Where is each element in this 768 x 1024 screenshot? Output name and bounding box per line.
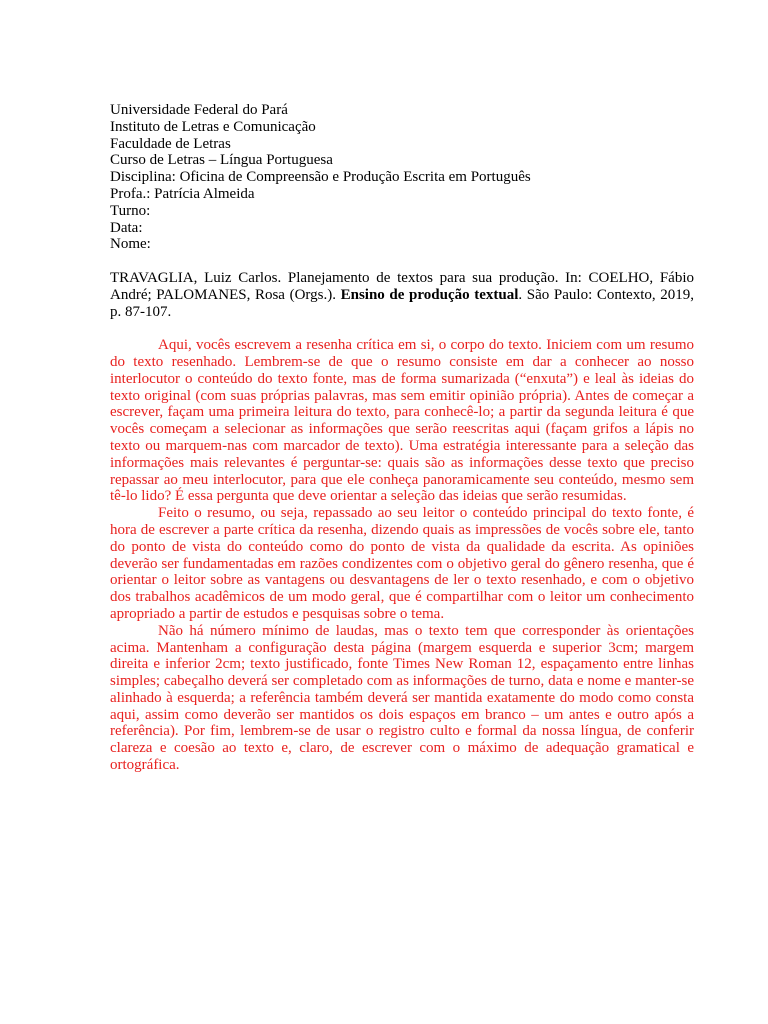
reference-title: Ensino de produção textual [340,286,519,303]
blank-line-after-reference [110,320,694,337]
paragraph-formatting-instructions: Não há número mínimo de laudas, mas o texto tem que corresponder às orientações acima. Mantenham a configuração desta página (margem esquerda e superior 3cm; margem direita e inferior 2cm; texto justificado, fonte Times New Roman 12, espaçamento entre linhas simples; cabeçalho deverá ser completado com as informações de turno, data e nome e manter-se alinhado à esquerda; a referência também deverá ser mantida exatamente do modo como consta aqui, assim como deverão ser mantidos os dois espaços em branco – um antes e outro após a referência). Por fim, lembrem-se de usar o registro culto e formal da nossa língua, de conferir clareza e coesão ao texto e, claro, de escrever com o máximo de adequação gramatical e ortográfica. [110,622,694,774]
document-page [110,102,694,774]
date-field[interactable]: Data: [110,219,143,236]
blank-line-before-reference [110,253,694,270]
bibliographic-reference [110,270,694,320]
paragraph-critique-instructions: Feito o resumo, ou seja, repassado ao seu leitor o conteúdo principal do texto fonte, é hora de escrever a parte crítica da resenha, dizendo quais as impressões de vocês sobre ele, tanto do ponto de vista do conteúdo como do ponto de vista da qualidade da escrita. As opiniões deverão ser fundamentadas em razões condizentes com o objetivo geral do gênero resenha, que é orientar o leitor sobre as vantagens ou desvantagens de ler o texto resenhado, e com o objetivo dos trabalhos acadêmicos de um modo geral, que é compartilhar com o leitor um conhecimento apropriado a partir de estudos e pesquisas sobre o tema. [110,505,694,622]
faculty-line: Faculdade de Letras [110,135,231,152]
institute-line: Instituto de Letras e Comunicação [110,118,316,135]
reference-text-before-title: TRAVAGLIA, Luiz Carlos. Planejamento de textos para sua produção. In: COELHO, Fábio André; PALOMANES, Rosa (Orgs.). [110,269,694,303]
course-line: Curso de Letras – Língua Portuguesa [110,152,333,169]
shift-field[interactable]: Turno: [110,202,151,219]
body-text-block [110,337,694,774]
discipline-line: Disciplina: Oficina de Compreensão e Produção Escrita em Português [110,169,531,186]
professor-line: Profa.: Patrícia Almeida [110,185,255,202]
paragraph-summary-instructions: Aqui, vocês escrevem a resenha crítica em si, o corpo do texto. Iniciem com um resumo do texto resenhado. Lembrem-se de que o resumo consiste em dar a conhecer ao nosso interlocutor o conteúdo do texto fonte, mas de forma sumarizada (“enxuta”) e leal às ideias do texto original (com suas próprias palavras, mas sem emitir opinião própria). Antes de começar a escrever, façam uma primeira leitura do texto, para conhecê-lo; a partir da segunda leitura é que vocês começam a selecionar as informações que serão reescritas aqui (façam grifos a lápis no texto ou marquem-nas com marcador de texto). Uma estratégia interessante para a seleção das informações mais relevantes é perguntar-se: quais são as informações desse texto que preciso repassar ao meu interlocutor, para que ele conheça panoramicamente seu conteúdo, mesmo sem tê-lo lido? É essa pergunta que deve orientar a seleção das ideias que serão resumidas. [110,337,694,505]
name-field[interactable]: Nome: [110,236,151,253]
header-block [110,102,694,253]
reference-text-after-title: . São Paulo: Contexto, 2019, p. 87-107. [110,286,694,320]
university-line: Universidade Federal do Pará [110,102,288,118]
